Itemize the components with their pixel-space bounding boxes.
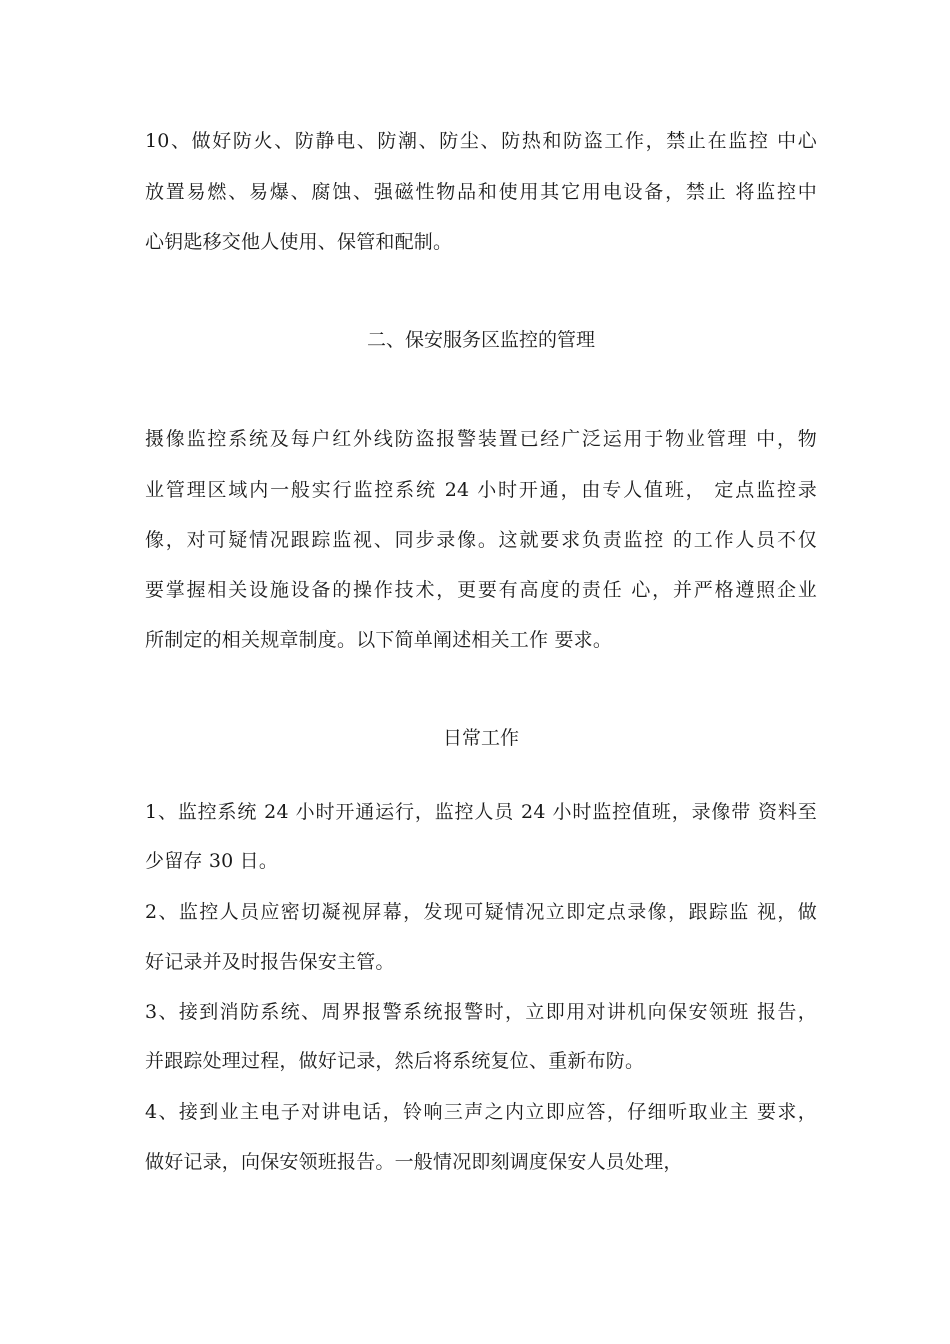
text-line: 像，对可疑情况跟踪监视、同步录像。这就要求负责监控 的工作人员不仅 <box>145 529 817 551</box>
text-line: 3、接到消防系统、周界报警系统报警时，立即用对讲机向保安领班 报告， <box>145 1001 817 1023</box>
text-line: 所制定的相关规章制度。以下简单阐述相关工作 要求。 <box>145 629 613 651</box>
text-line: 业管理区域内一般实行监控系统 24 小时开通，由专人值班， 定点监控录 <box>145 479 817 501</box>
text-line: 2、监控人员应密切凝视屏幕，发现可疑情况立即定点录像，跟踪监 视，做 <box>145 901 817 923</box>
text-line: 做好记录，向保安领班报告。一般情况即刻调度保安人员处理， <box>145 1151 683 1173</box>
text-line: 放置易燃、易爆、腐蚀、强磁性物品和使用其它用电设备，禁止 将监控中 <box>145 181 817 203</box>
text-line: 并跟踪处理过程，做好记录，然后将系统复位、重新布防。 <box>145 1050 645 1072</box>
text-line: 摄像监控系统及每户红外线防盗报警装置已经广泛运用于物业管理 中，物 <box>145 428 817 450</box>
text-line: 少留存 30 日。 <box>145 850 279 872</box>
text-line: 心钥匙移交他人使用、保管和配制。 <box>145 231 453 253</box>
text-line: 要掌握相关设施设备的操作技术，更要有高度的责任 心，并严格遵照企业 <box>145 579 817 601</box>
subsection-heading: 日常工作 <box>442 727 519 749</box>
text-line: 10、做好防火、防静电、防潮、防尘、防热和防盗工作，禁止在监控 中心 <box>145 130 817 152</box>
text-line: 好记录并及时报告保安主管。 <box>145 951 395 973</box>
section-heading: 二、保安服务区监控的管理 <box>366 329 595 351</box>
text-line: 4、接到业主电子对讲电话，铃响三声之内立即应答，仔细听取业主 要求， <box>145 1101 817 1123</box>
text-line: 1、监控系统 24 小时开通运行，监控人员 24 小时监控值班，录像带 资料至 <box>145 801 817 823</box>
